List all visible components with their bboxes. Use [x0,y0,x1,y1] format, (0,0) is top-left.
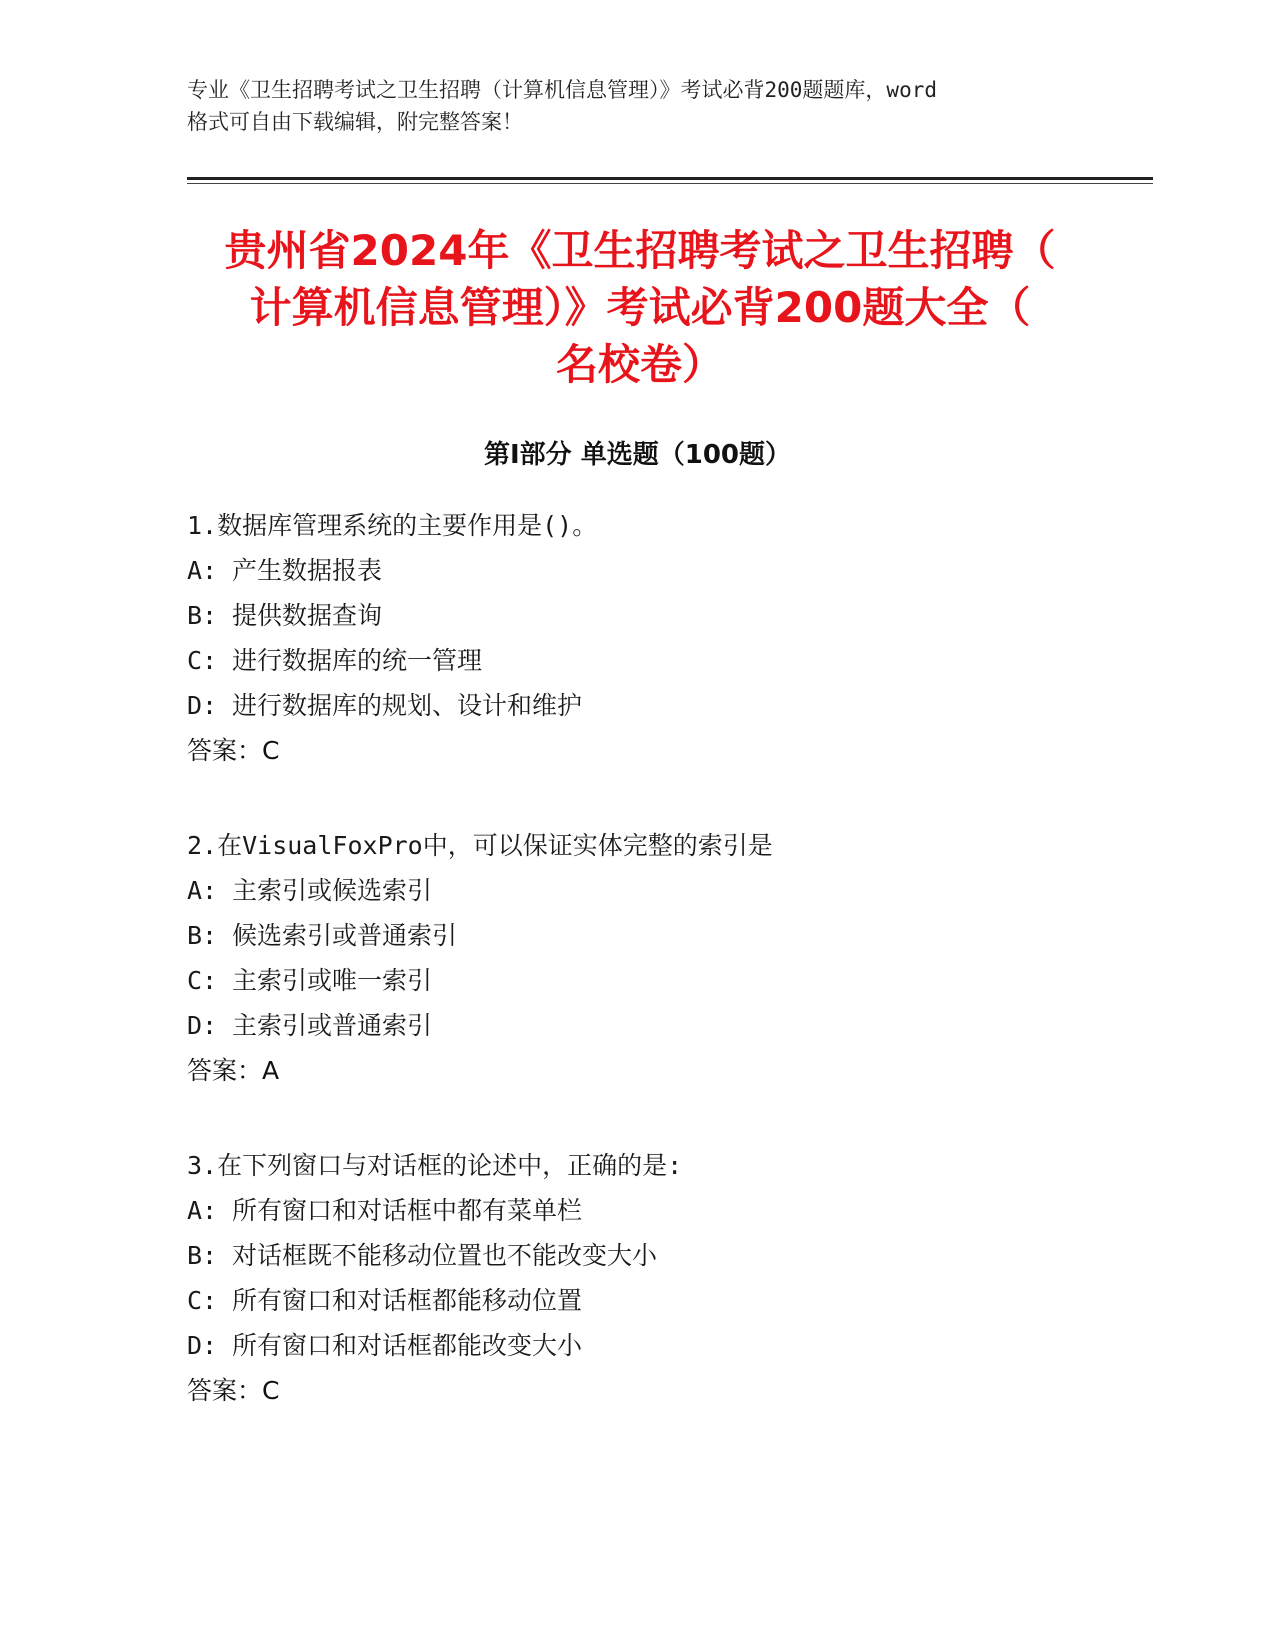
document-title-line-1: 贵州省2024年《卫生招聘考试之卫生招聘（ [224,226,1056,275]
option-text: 提供数据查询 [232,601,383,630]
option-text: 主索引或唯一索引 [232,966,433,995]
answer-line: 答案：C [187,736,280,765]
section-heading: 第I部分 单选题（100题） [484,440,791,470]
answer-line: 答案：C [187,1376,280,1405]
option-key: C: [187,966,218,995]
option-text: 主索引或普通索引 [232,1011,433,1040]
question-2 [187,823,1137,1094]
option-key: B: [187,1241,218,1270]
option-b [187,593,1137,638]
option-key: D: [187,1331,218,1360]
question-stem: 2.在VisualFoxPro中，可以保证实体完整的索引是 [187,831,773,860]
option-c [187,958,1137,1003]
option-text: 进行数据库的规划、设计和维护 [232,691,583,720]
option-a [187,868,1137,913]
option-text: 所有窗口和对话框都能移动位置 [232,1286,583,1315]
option-text: 所有窗口和对话框都能改变大小 [232,1331,583,1360]
option-b [187,1233,1137,1278]
question-stem: 3.在下列窗口与对话框的论述中，正确的是: [187,1151,683,1180]
header-note-line-1: 专业《卫生招聘考试之卫生招聘（计算机信息管理）》考试必背200题题库，word [187,78,937,102]
option-d [187,1003,1137,1048]
option-key: B: [187,601,218,630]
header-note-line-2: 格式可自由下载编辑，附完整答案！ [187,110,523,134]
document-title-line-2: 计算机信息管理）》考试必背200题大全（ [249,283,1031,332]
option-key: C: [187,1286,218,1315]
option-a [187,1188,1137,1233]
document-title [180,222,1100,393]
option-text: 所有窗口和对话框中都有菜单栏 [232,1196,583,1225]
option-key: A: [187,556,218,585]
answer-line: 答案：A [187,1056,280,1085]
option-key: A: [187,1196,218,1225]
option-key: C: [187,646,218,675]
option-d [187,683,1137,728]
option-key: A: [187,876,218,905]
document-title-line-3: 名校卷） [555,340,724,389]
header-divider-thin [187,183,1153,184]
option-d [187,1323,1137,1368]
option-text: 候选索引或普通索引 [232,921,458,950]
option-text: 主索引或候选索引 [232,876,433,905]
question-stem: 1.数据库管理系统的主要作用是()。 [187,511,598,540]
option-c [187,1278,1137,1323]
option-text: 进行数据库的统一管理 [232,646,483,675]
option-key: B: [187,921,218,950]
option-a [187,548,1137,593]
option-text: 产生数据报表 [232,556,383,585]
option-b [187,913,1137,958]
option-key: D: [187,691,218,720]
option-text: 对话框既不能移动位置也不能改变大小 [232,1241,658,1270]
header-divider-thick [187,177,1153,180]
option-c [187,638,1137,683]
header-note [187,74,1087,138]
question-1 [187,503,1137,774]
option-key: D: [187,1011,218,1040]
question-3 [187,1143,1137,1414]
